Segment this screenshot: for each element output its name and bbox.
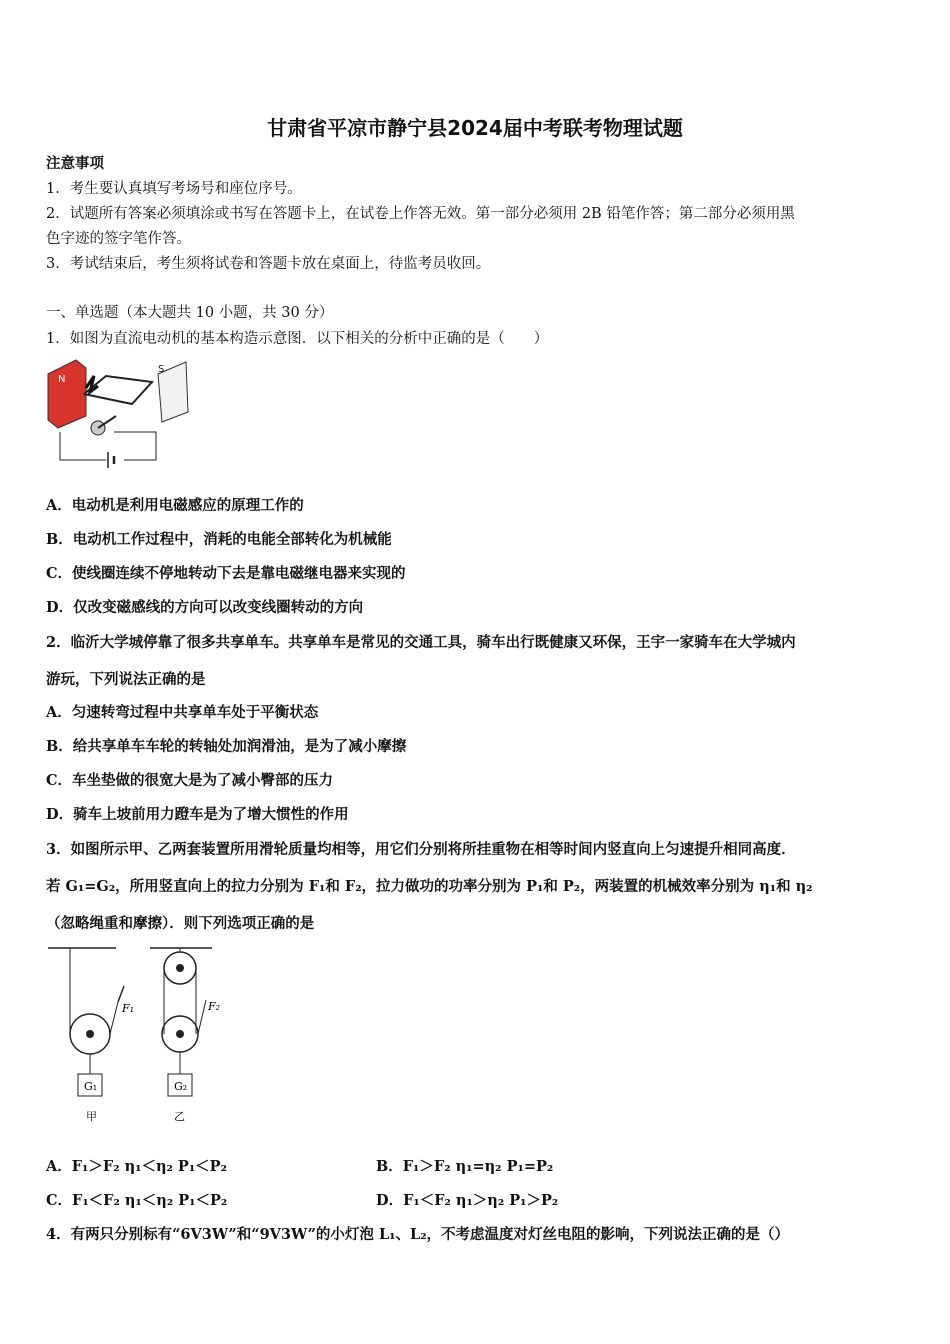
fixed-pulley-yi-axle [176,964,184,972]
q2-stem-line-1: 2．临沂大学城停靠了很多共享单车。共享单车是常见的交通工具，骑车出行既健康又环保，王宇一家骑车在大学城内 [46,634,796,651]
rope-jia-right [110,1002,118,1034]
q1-stem: 1．如图为直流电动机的基本构造示意图．以下相关的分析中正确的是（ ） [46,331,549,347]
q3-option-c: C．F₁＜F₂ η₁＜η₂ P₁＜P₂ [46,1192,228,1209]
magnet-n-pole [48,360,86,428]
q2-option-d: D．骑车上坡前用力蹬车是为了增大惯性的作用 [46,806,349,823]
q1-option-b: B．电动机工作过程中，消耗的电能全部转化为机械能 [46,531,392,548]
q2-option-b: B．给共享单车车轮的转轴处加润滑油，是为了减小摩擦 [46,738,407,755]
notice-heading: 注意事项 [46,155,104,172]
notice-item-3: 3．考试结束后，考生须将试卷和答题卡放在桌面上，待监考员收回。 [46,256,491,272]
pulley-diagram [46,942,222,1128]
rope-yi-right [198,1000,206,1034]
pulley-jia-axle [86,1030,94,1038]
motor-diagram [46,356,192,472]
wire-left [60,432,106,460]
q1-option-c: C．使线圈连续不停地转动下去是靠电磁继电器来实现的 [46,565,406,582]
force-f1-arrow [118,986,124,1002]
q4-stem: 4．有两只分别标有“6V3W”和“9V3W”的小灯泡 L₁、L₂，不考虑温度对灯丝电阻的影响，下列说法正确的是（） [46,1226,790,1243]
pole-n-label: N [58,374,66,385]
notice-item-2: 2．试题所有答案必须填涂或书写在答题卡上，在试卷上作答无效。第一部分必须用 2B 铅笔作答；第二部分必须用黑 [46,206,795,222]
q1-option-d: D．仅改变磁感线的方向可以改变线圈转动的方向 [46,599,364,616]
label-jia: 甲 [86,1110,97,1123]
q2-option-c: C．车坐垫做的很宽大是为了减小臀部的压力 [46,772,334,789]
notice-item-2-cont: 色字迹的签字笔作答。 [46,231,191,247]
weight-g1-label: G₁ [84,1080,98,1093]
q2-option-a: A．匀速转弯过程中共享单车处于平衡状态 [46,704,319,721]
q3-option-b: B．F₁＞F₂ η₁=η₂ P₁=P₂ [376,1158,554,1175]
weight-g2-label: G₂ [174,1080,188,1093]
q3-stem-line-3: （忽略绳重和摩擦）．则下列选项正确的是 [46,915,315,932]
q3-option-a: A．F₁＞F₂ η₁＜η₂ P₁＜P₂ [46,1158,227,1175]
q3-stem-line-1: 3．如图所示甲、乙两套装置所用滑轮质量均相等，用它们分别将所挂重物在相等时间内竖直向上匀速提升相同高度． [46,841,796,858]
page-title: 甘肃省平凉市静宁县2024届中考联考物理试题 [267,116,683,140]
pole-s-label: S [158,364,165,375]
force-f1-label: F₁ [122,1002,135,1015]
q3-stem-line-2: 若 G₁=G₂，所用竖直向上的拉力分别为 F₁和 F₂，拉力做功的功率分别为 P₁和 P₂，两装置的机械效率分别为 η₁和 η₂ [46,878,813,895]
q3-option-d: D．F₁＜F₂ η₁＞η₂ P₁＞P₂ [376,1192,559,1209]
wire-right [114,432,156,460]
q1-option-a: A．电动机是利用电磁感应的原理工作的 [46,497,304,514]
label-yi: 乙 [174,1110,185,1123]
force-f2-label: F₂ [208,1000,221,1013]
notice-item-1: 1．考生要认真填写考场号和座位序号。 [46,181,302,197]
section-heading: 一、单选题（本大题共 10 小题，共 30 分） [46,305,334,321]
q2-stem-line-2: 游玩，下列说法正确的是 [46,671,206,688]
moving-pulley-yi-axle [176,1030,184,1038]
